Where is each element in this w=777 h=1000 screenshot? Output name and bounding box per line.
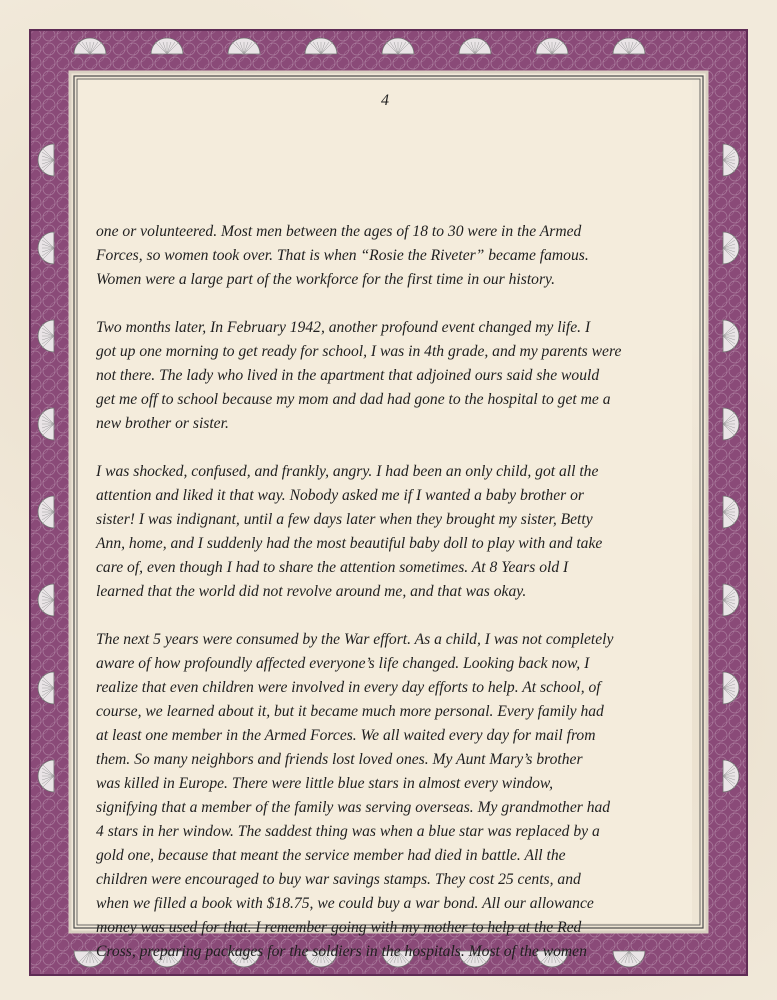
text-line: course, we learned about it, but it became much more personal. Every family had bbox=[96, 703, 604, 720]
paragraph bbox=[96, 460, 686, 604]
text-line: one or volunteered. Most men between the ages of 18 to 30 were in the Armed bbox=[96, 223, 582, 240]
text-line: aware of how profoundly affected everyone’s life changed. Looking back now, I bbox=[96, 655, 590, 672]
text-line: realize that even children were involved in every day efforts to help. At school, of bbox=[96, 679, 601, 696]
text-line: not there. The lady who lived in the apartment that adjoined ours said she would bbox=[96, 367, 600, 384]
text-line: them. So many neighbors and friends lost loved ones. My Aunt Mary’s brother bbox=[96, 751, 583, 768]
text-line: get me off to school because my mom and dad had gone to the hospital to get me a bbox=[96, 391, 611, 408]
paragraph bbox=[96, 628, 686, 964]
text-line: attention and liked it that way. Nobody asked me if I wanted a baby brother or bbox=[96, 487, 584, 504]
text-line: learned that the world did not revolve around me, and that was okay. bbox=[96, 583, 527, 600]
text-line: care of, even though I had to share the attention sometimes. At 8 Years old I bbox=[96, 559, 569, 576]
text-line: The next 5 years were consumed by the War effort. As a child, I was not completely bbox=[96, 631, 614, 648]
text-line: Women were a large part of the workforce for the first time in our history. bbox=[96, 271, 555, 288]
text-line: Forces, so women took over. That is when “Rosie the Riveter” became famous. bbox=[96, 247, 589, 264]
text-line: gold one, because that meant the service member had died in battle. All the bbox=[96, 847, 566, 864]
text-line: when we filled a book with $18.75, we could buy a war bond. All our allowance bbox=[96, 895, 594, 912]
text-line: got up one morning to get ready for school, I was in 4th grade, and my parents were bbox=[96, 343, 622, 360]
text-line: sister! I was indignant, until a few days later when they brought my sister, Betty bbox=[96, 511, 593, 528]
page-number: 4 bbox=[381, 92, 389, 109]
text-line: was killed in Europe. There were little blue stars in almost every window, bbox=[96, 775, 554, 792]
text-line: new brother or sister. bbox=[96, 415, 229, 432]
text-line: children were encouraged to buy war savings stamps. They cost 25 cents, and bbox=[96, 871, 581, 888]
text-line: 4 stars in her window. The saddest thing was when a blue star was replaced by a bbox=[96, 823, 600, 840]
paragraph bbox=[96, 220, 686, 292]
text-line: signifying that a member of the family was serving overseas. My grandmother had bbox=[96, 799, 611, 816]
text-line: at least one member in the Armed Forces. We all waited every day for mail from bbox=[96, 727, 596, 744]
text-line: Cross, preparing packages for the soldiers in the hospitals. Most of the women bbox=[96, 943, 587, 960]
text-line: I was shocked, confused, and frankly, angry. I had been an only child, got all the bbox=[96, 463, 599, 480]
body-text bbox=[96, 220, 686, 988]
text-line: money was used for that. I remember going with my mother to help at the Red bbox=[96, 919, 582, 936]
text-line: Two months later, In February 1942, another profound event changed my life. I bbox=[96, 319, 591, 336]
paragraph bbox=[96, 316, 686, 436]
text-area bbox=[78, 80, 692, 960]
text-line: Ann, home, and I suddenly had the most beautiful baby doll to play with and take bbox=[96, 535, 603, 552]
